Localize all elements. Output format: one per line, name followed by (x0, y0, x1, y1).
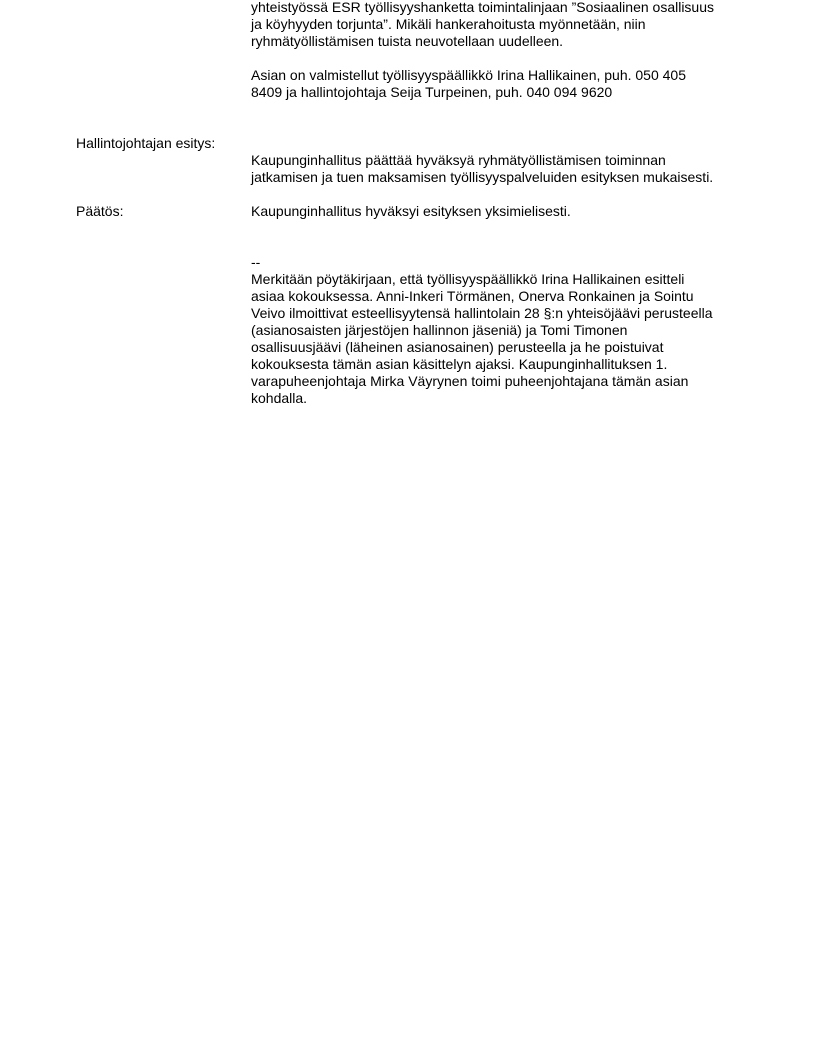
intro-line: ja köyhyyden torjunta”. Mikäli hankerahoitusta myönnetään, niin (251, 16, 646, 32)
proposal-label: Hallintojohtajan esitys: (76, 135, 216, 151)
decision-text (251, 203, 751, 220)
preparer-line: 8409 ja hallintojohtaja Seija Turpeinen, puh. 040 094 9620 (251, 84, 613, 100)
note-line: varapuheenjohtaja Mirka Väyrynen toimi puheenjohtajana tämän asian (251, 373, 689, 389)
proposal-text (251, 152, 751, 186)
note-line: kokouksesta tämän asian käsittelyn ajaksi. Kaupunginhallituksen 1. (251, 356, 668, 372)
note-line: osallisuusjäävi (läheinen asianosainen) perusteella ja he poistuivat (251, 339, 664, 355)
separator: -- (251, 254, 261, 270)
note-line: asiaa kokouksessa. Anni-Inkeri Törmänen, Onerva Ronkainen ja Sointu (251, 288, 694, 304)
intro-paragraph (251, 0, 751, 50)
note-line: kohdalla. (251, 390, 308, 406)
preparer-paragraph (251, 67, 751, 101)
note-paragraph (251, 254, 751, 407)
note-line: Merkitään pöytäkirjaan, että työllisyyspäällikkö Irina Hallikainen esitteli (251, 271, 685, 287)
preparer-line: Asian on valmistellut työllisyyspäällikkö Irina Hallikainen, puh. 050 405 (251, 67, 687, 83)
intro-line: yhteistyössä ESR työllisyyshanketta toimintalinjaan ”Sosiaalinen osallisuus (251, 0, 715, 15)
proposal-line: jatkamisen ja tuen maksamisen työllisyyspalveluiden esityksen mukaisesti. (251, 169, 714, 185)
note-line: Veivo ilmoittivat esteellisyytensä hallintolain 28 §:n yhteisöjäävi perusteella (251, 305, 713, 321)
decision-label: Päätös: (76, 203, 124, 219)
intro-line: ryhmätyöllistämisen tuista neuvotellaan uudelleen. (251, 33, 564, 49)
proposal-line: Kaupunginhallitus päättää hyväksyä ryhmätyöllistämisen toiminnan (251, 152, 666, 168)
note-line: (asianosaisten järjestöjen hallinnon jäseniä) ja Tomi Timonen (251, 322, 628, 338)
decision-line: Kaupunginhallitus hyväksyi esityksen yksimielisesti. (251, 203, 571, 219)
